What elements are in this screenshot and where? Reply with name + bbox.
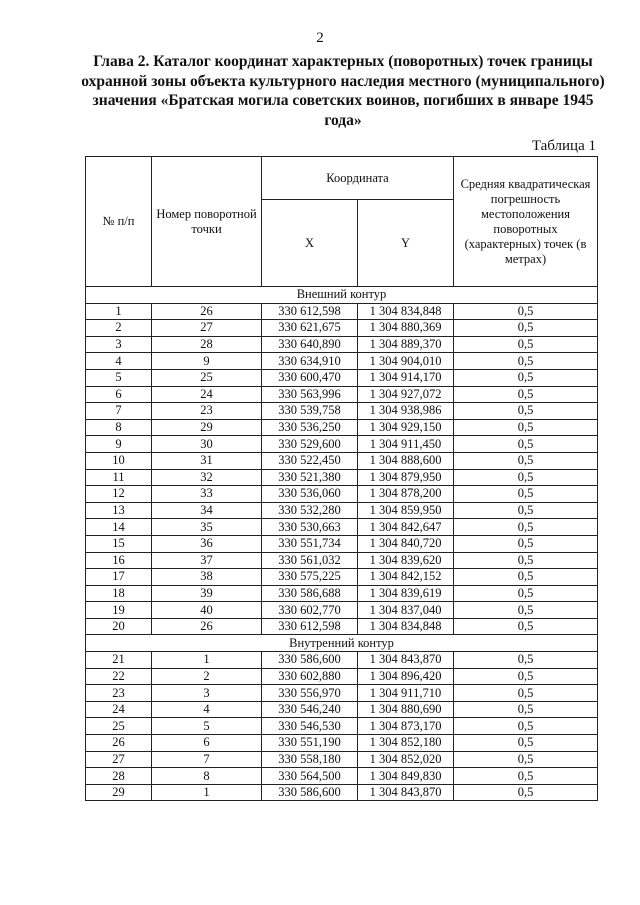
cell-error: 0,5 xyxy=(454,668,598,685)
table-row xyxy=(86,353,598,370)
cell-num: 23 xyxy=(86,685,152,702)
cell-num: 2 xyxy=(86,320,152,337)
cell-point: 25 xyxy=(152,369,262,386)
cell-num: 17 xyxy=(86,569,152,586)
cell-y: 1 304 929,150 xyxy=(358,419,454,436)
cell-y: 1 304 888,600 xyxy=(358,452,454,469)
cell-point: 38 xyxy=(152,569,262,586)
cell-error: 0,5 xyxy=(454,718,598,735)
cell-y: 1 304 859,950 xyxy=(358,502,454,519)
cell-y: 1 304 914,170 xyxy=(358,369,454,386)
table-row xyxy=(86,469,598,486)
cell-point: 7 xyxy=(152,751,262,768)
cell-x: 330 612,598 xyxy=(262,618,358,635)
table-row xyxy=(86,369,598,386)
cell-num: 20 xyxy=(86,618,152,635)
table-row xyxy=(86,386,598,403)
cell-x: 330 546,530 xyxy=(262,718,358,735)
cell-point: 37 xyxy=(152,552,262,569)
cell-point: 5 xyxy=(152,718,262,735)
cell-point: 27 xyxy=(152,320,262,337)
cell-x: 330 551,190 xyxy=(262,735,358,752)
cell-y: 1 304 842,647 xyxy=(358,519,454,536)
cell-num: 7 xyxy=(86,403,152,420)
table-row xyxy=(86,784,598,801)
cell-x: 330 536,060 xyxy=(262,486,358,503)
cell-y: 1 304 837,040 xyxy=(358,602,454,619)
cell-x: 330 564,500 xyxy=(262,768,358,785)
section-row xyxy=(86,635,598,652)
cell-point: 3 xyxy=(152,685,262,702)
table-row xyxy=(86,618,598,635)
cell-point: 1 xyxy=(152,652,262,669)
cell-y: 1 304 843,870 xyxy=(358,652,454,669)
section-row xyxy=(86,287,598,304)
table-row xyxy=(86,303,598,320)
cell-num: 8 xyxy=(86,419,152,436)
cell-x: 330 539,758 xyxy=(262,403,358,420)
cell-error: 0,5 xyxy=(454,452,598,469)
cell-point: 6 xyxy=(152,735,262,752)
cell-y: 1 304 880,369 xyxy=(358,320,454,337)
table-row xyxy=(86,552,598,569)
table-row xyxy=(86,403,598,420)
section-title: Внутренний контур xyxy=(86,635,598,652)
cell-x: 330 612,598 xyxy=(262,303,358,320)
cell-x: 330 602,770 xyxy=(262,602,358,619)
cell-error: 0,5 xyxy=(454,369,598,386)
cell-x: 330 600,470 xyxy=(262,369,358,386)
cell-num: 21 xyxy=(86,652,152,669)
coordinates-table xyxy=(85,156,598,801)
table-body xyxy=(86,287,598,801)
cell-error: 0,5 xyxy=(454,685,598,702)
cell-x: 330 530,663 xyxy=(262,519,358,536)
cell-x: 330 529,600 xyxy=(262,436,358,453)
cell-num: 9 xyxy=(86,436,152,453)
cell-y: 1 304 842,152 xyxy=(358,569,454,586)
cell-error: 0,5 xyxy=(454,552,598,569)
cell-point: 2 xyxy=(152,668,262,685)
table-row xyxy=(86,718,598,735)
cell-point: 4 xyxy=(152,701,262,718)
cell-y: 1 304 840,720 xyxy=(358,535,454,552)
cell-point: 26 xyxy=(152,618,262,635)
table-row xyxy=(86,535,598,552)
cell-y: 1 304 839,619 xyxy=(358,585,454,602)
cell-point: 30 xyxy=(152,436,262,453)
cell-point: 39 xyxy=(152,585,262,602)
cell-num: 15 xyxy=(86,535,152,552)
table-row xyxy=(86,519,598,536)
cell-x: 330 586,600 xyxy=(262,784,358,801)
cell-num: 18 xyxy=(86,585,152,602)
cell-point: 35 xyxy=(152,519,262,536)
cell-num: 14 xyxy=(86,519,152,536)
cell-x: 330 640,890 xyxy=(262,336,358,353)
table-caption: Таблица 1 xyxy=(531,138,596,154)
header-error: Средняя квадратическая погрешность местоположения поворотных (характерных) точек (в метрах) xyxy=(454,157,598,287)
chapter-title: Глава 2. Каталог координат характерных (поворотных) точек границы охранной зоны объекта культурного наследия местного (муниципального) значения «Братская могила советских воинов, погибших в январе 1945 года» xyxy=(81,53,605,129)
cell-num: 4 xyxy=(86,353,152,370)
header-y: Y xyxy=(358,200,454,287)
cell-error: 0,5 xyxy=(454,303,598,320)
cell-num: 25 xyxy=(86,718,152,735)
cell-num: 13 xyxy=(86,502,152,519)
cell-x: 330 561,032 xyxy=(262,552,358,569)
cell-num: 24 xyxy=(86,701,152,718)
cell-num: 16 xyxy=(86,552,152,569)
table-row xyxy=(86,320,598,337)
cell-y: 1 304 839,620 xyxy=(358,552,454,569)
cell-point: 31 xyxy=(152,452,262,469)
cell-num: 22 xyxy=(86,668,152,685)
cell-y: 1 304 889,370 xyxy=(358,336,454,353)
cell-num: 6 xyxy=(86,386,152,403)
cell-num: 12 xyxy=(86,486,152,503)
cell-error: 0,5 xyxy=(454,419,598,436)
table-row xyxy=(86,436,598,453)
cell-point: 36 xyxy=(152,535,262,552)
cell-y: 1 304 904,010 xyxy=(358,353,454,370)
cell-error: 0,5 xyxy=(454,403,598,420)
cell-error: 0,5 xyxy=(454,768,598,785)
cell-error: 0,5 xyxy=(454,336,598,353)
page-number: 2 xyxy=(316,30,324,46)
cell-x: 330 602,880 xyxy=(262,668,358,685)
cell-num: 3 xyxy=(86,336,152,353)
cell-y: 1 304 938,986 xyxy=(358,403,454,420)
cell-point: 9 xyxy=(152,353,262,370)
cell-error: 0,5 xyxy=(454,386,598,403)
cell-point: 34 xyxy=(152,502,262,519)
cell-x: 330 521,380 xyxy=(262,469,358,486)
cell-point: 32 xyxy=(152,469,262,486)
cell-x: 330 556,970 xyxy=(262,685,358,702)
cell-error: 0,5 xyxy=(454,535,598,552)
table-row xyxy=(86,751,598,768)
cell-x: 330 522,450 xyxy=(262,452,358,469)
table-row xyxy=(86,701,598,718)
table-header xyxy=(86,157,598,287)
cell-y: 1 304 878,200 xyxy=(358,486,454,503)
cell-y: 1 304 852,020 xyxy=(358,751,454,768)
cell-x: 330 536,250 xyxy=(262,419,358,436)
cell-point: 28 xyxy=(152,336,262,353)
cell-x: 330 551,734 xyxy=(262,535,358,552)
header-coord: Координата xyxy=(262,157,454,200)
cell-num: 11 xyxy=(86,469,152,486)
header-num: № п/п xyxy=(86,157,152,287)
cell-y: 1 304 927,072 xyxy=(358,386,454,403)
table-row xyxy=(86,502,598,519)
table-row xyxy=(86,602,598,619)
header-x: X xyxy=(262,200,358,287)
cell-x: 330 634,910 xyxy=(262,353,358,370)
cell-error: 0,5 xyxy=(454,701,598,718)
table-row xyxy=(86,768,598,785)
cell-error: 0,5 xyxy=(454,320,598,337)
cell-x: 330 621,675 xyxy=(262,320,358,337)
cell-error: 0,5 xyxy=(454,751,598,768)
cell-num: 1 xyxy=(86,303,152,320)
cell-point: 8 xyxy=(152,768,262,785)
cell-y: 1 304 843,870 xyxy=(358,784,454,801)
cell-x: 330 532,280 xyxy=(262,502,358,519)
cell-num: 29 xyxy=(86,784,152,801)
table-row xyxy=(86,452,598,469)
cell-error: 0,5 xyxy=(454,569,598,586)
table-row xyxy=(86,735,598,752)
cell-y: 1 304 896,420 xyxy=(358,668,454,685)
cell-error: 0,5 xyxy=(454,353,598,370)
cell-y: 1 304 911,710 xyxy=(358,685,454,702)
cell-point: 23 xyxy=(152,403,262,420)
cell-y: 1 304 879,950 xyxy=(358,469,454,486)
cell-num: 10 xyxy=(86,452,152,469)
cell-y: 1 304 852,180 xyxy=(358,735,454,752)
cell-x: 330 586,600 xyxy=(262,652,358,669)
cell-point: 26 xyxy=(152,303,262,320)
cell-point: 1 xyxy=(152,784,262,801)
section-title: Внешний контур xyxy=(86,287,598,304)
cell-y: 1 304 834,848 xyxy=(358,303,454,320)
cell-error: 0,5 xyxy=(454,469,598,486)
cell-error: 0,5 xyxy=(454,784,598,801)
cell-num: 26 xyxy=(86,735,152,752)
cell-point: 29 xyxy=(152,419,262,436)
cell-error: 0,5 xyxy=(454,602,598,619)
cell-y: 1 304 834,848 xyxy=(358,618,454,635)
cell-x: 330 586,688 xyxy=(262,585,358,602)
cell-error: 0,5 xyxy=(454,519,598,536)
cell-point: 33 xyxy=(152,486,262,503)
cell-x: 330 563,996 xyxy=(262,386,358,403)
table-row xyxy=(86,419,598,436)
table-row xyxy=(86,569,598,586)
cell-num: 27 xyxy=(86,751,152,768)
cell-point: 40 xyxy=(152,602,262,619)
cell-x: 330 575,225 xyxy=(262,569,358,586)
cell-error: 0,5 xyxy=(454,652,598,669)
table-row xyxy=(86,486,598,503)
table-row xyxy=(86,336,598,353)
cell-num: 19 xyxy=(86,602,152,619)
cell-error: 0,5 xyxy=(454,486,598,503)
cell-error: 0,5 xyxy=(454,502,598,519)
table-row xyxy=(86,652,598,669)
table-row xyxy=(86,585,598,602)
cell-point: 24 xyxy=(152,386,262,403)
cell-error: 0,5 xyxy=(454,735,598,752)
cell-y: 1 304 911,450 xyxy=(358,436,454,453)
cell-num: 5 xyxy=(86,369,152,386)
cell-error: 0,5 xyxy=(454,618,598,635)
cell-x: 330 558,180 xyxy=(262,751,358,768)
cell-error: 0,5 xyxy=(454,585,598,602)
cell-y: 1 304 873,170 xyxy=(358,718,454,735)
cell-error: 0,5 xyxy=(454,436,598,453)
cell-y: 1 304 880,690 xyxy=(358,701,454,718)
table-row xyxy=(86,685,598,702)
header-point: Номер поворотной точки xyxy=(152,157,262,287)
cell-num: 28 xyxy=(86,768,152,785)
cell-y: 1 304 849,830 xyxy=(358,768,454,785)
cell-x: 330 546,240 xyxy=(262,701,358,718)
table-row xyxy=(86,668,598,685)
